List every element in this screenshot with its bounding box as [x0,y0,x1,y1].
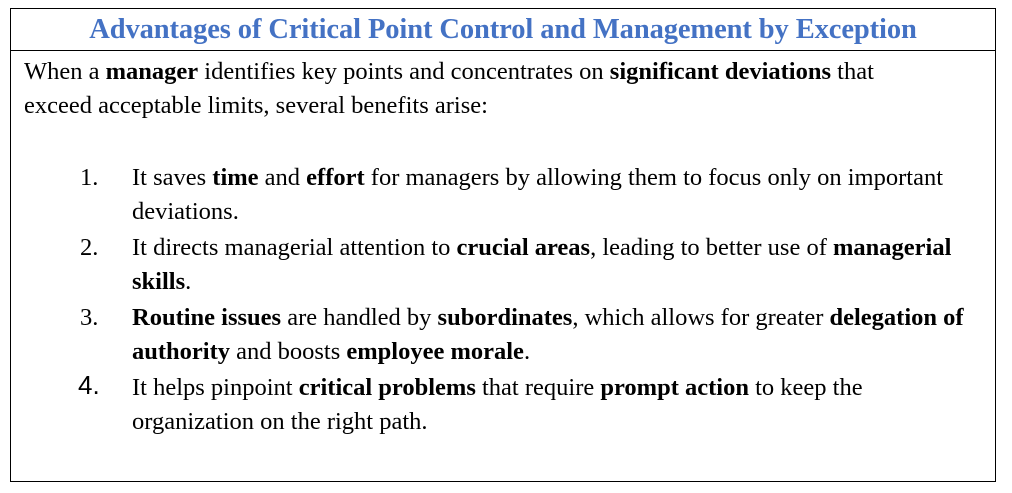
intro-text-1: When a [24,58,106,85]
item-2-bold-managerial-skills: managerial skills [132,234,952,295]
intro-text-3: that exceed acceptable limits, several benefits arise: [24,58,874,119]
document-box [10,8,996,482]
item-4-bold-prompt-action: prompt action [600,374,749,401]
item-3-text-1: are handled by [281,304,438,331]
item-3-text-3: and boosts [230,338,347,365]
item-1-text-1: It saves [132,164,213,191]
item-1-text-3: for managers by allowing them to focus only on important deviations. [132,164,944,225]
item-2-bold-crucial-areas: crucial areas [456,234,591,261]
page-title: Advantages of Critical Point Control and Management by Exception [89,13,917,45]
item-1-text-2: and [258,164,307,191]
item-4-bold-critical-problems: critical problems [298,374,476,401]
benefits-list [11,161,995,439]
item-1-bold-time: time [212,164,259,191]
item-4-text-2: that require [475,374,601,401]
title-bar [11,9,995,51]
item-3-bold-employee-morale: employee morale [346,338,524,365]
intro-text-2: identifies key points and concentrates on [198,58,610,85]
item-3-bold-subordinates: subordinates [437,304,573,331]
list-item-1 [11,161,995,229]
list-number-2: 2. [80,234,99,261]
list-item-3 [11,301,995,369]
item-3-bold-routine-issues: Routine issues [132,304,282,331]
item-2-text-1: It directs managerial attention to [132,234,457,261]
item-4-text-3: to keep the organization on the right path. [132,374,863,435]
item-3-bold-delegation: delegation of authority [132,304,964,365]
list-item-2 [11,231,995,299]
list-number-1: 1. [80,164,99,191]
item-3-text-2: , which allows for greater [572,304,830,331]
list-number-4: 4. [78,370,100,400]
intro-paragraph [11,51,924,123]
intro-bold-deviations: significant deviations [609,58,832,85]
list-number-3: 3. [80,304,99,331]
list-item-4 [11,371,995,439]
item-2-text-2: , leading to better use of [590,234,833,261]
item-2-text-3: . [185,268,192,295]
item-4-text-1: It helps pinpoint [132,374,299,401]
item-1-bold-effort: effort [306,164,365,191]
item-3-text-4: . [523,338,531,365]
intro-bold-manager: manager [105,58,199,85]
